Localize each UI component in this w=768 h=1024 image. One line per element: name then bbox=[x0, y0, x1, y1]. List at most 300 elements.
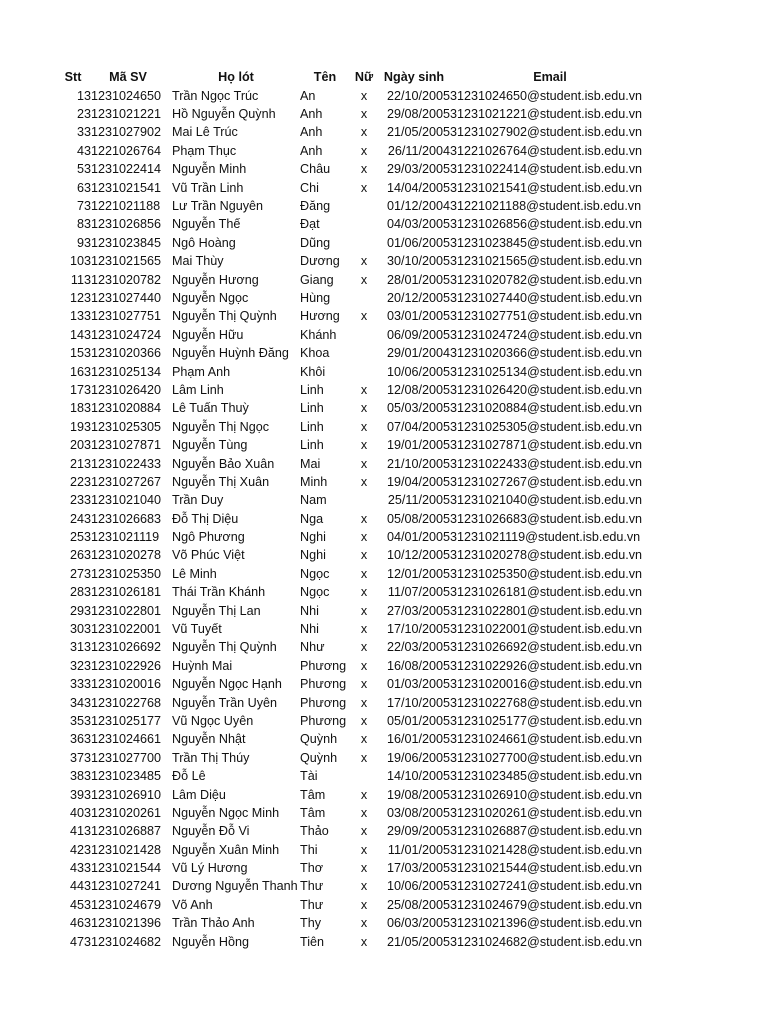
table-row bbox=[62, 565, 650, 583]
cell-ma-sv: 31231022001 bbox=[84, 622, 162, 637]
cell-ngay-sinh: 04/03/2005 bbox=[386, 217, 450, 232]
cell-ngay-sinh: 22/03/2005 bbox=[386, 640, 450, 655]
cell-ten: Quỳnh bbox=[300, 750, 338, 765]
cell-ho-lot: Nguyễn Trần Uyên bbox=[172, 695, 278, 710]
cell-nu bbox=[350, 216, 378, 234]
cell-ten: Khánh bbox=[300, 327, 337, 342]
cell-ho-lot: Vũ Ngọc Uyên bbox=[172, 713, 254, 728]
table-row bbox=[62, 620, 650, 638]
cell-stt: 14 bbox=[69, 327, 84, 342]
cell-nu bbox=[350, 234, 378, 252]
cell-stt: 19 bbox=[69, 419, 84, 434]
cell-ho-lot: Lê Tuấn Thuỳ bbox=[172, 401, 249, 416]
cell-ngay-sinh: 17/10/2005 bbox=[386, 695, 450, 710]
cell-nu: x bbox=[360, 713, 368, 728]
cell-stt: 32 bbox=[69, 658, 84, 673]
table-row bbox=[62, 344, 650, 362]
cell-nu: x bbox=[360, 585, 368, 600]
cell-email: 31231021396@student.isb.edu.vn bbox=[450, 916, 643, 931]
cell-email: 31231022768@student.isb.edu.vn bbox=[450, 695, 643, 710]
cell-ma-sv: 31231025177 bbox=[84, 713, 162, 728]
cell-nu: x bbox=[360, 732, 368, 747]
cell-ma-sv: 31231027267 bbox=[84, 474, 162, 489]
cell-email: 31231025305@student.isb.edu.vn bbox=[450, 419, 643, 434]
cell-stt: 36 bbox=[69, 732, 84, 747]
cell-stt: 33 bbox=[69, 677, 84, 692]
cell-ho-lot: Nguyễn Bảo Xuân bbox=[172, 456, 275, 471]
cell-email: 31231027751@student.isb.edu.vn bbox=[450, 309, 643, 324]
table-row bbox=[62, 804, 650, 822]
cell-stt: 28 bbox=[69, 585, 84, 600]
cell-email: 31231025134@student.isb.edu.vn bbox=[450, 364, 643, 379]
cell-nu: x bbox=[360, 897, 368, 912]
cell-ma-sv: 31231025134 bbox=[84, 364, 162, 379]
cell-email: 31231027267@student.isb.edu.vn bbox=[450, 474, 643, 489]
table-row bbox=[62, 289, 650, 307]
cell-ho-lot: Phạm Thục bbox=[172, 143, 237, 158]
cell-ten: Dũng bbox=[300, 235, 331, 250]
cell-email: 31231023485@student.isb.edu.vn bbox=[450, 769, 643, 784]
header-ngay-sinh: Ngày sinh bbox=[383, 70, 445, 84]
header-ten: Tên bbox=[313, 70, 337, 84]
cell-ho-lot: Nguyễn Hồng bbox=[172, 934, 250, 949]
cell-nu bbox=[350, 344, 378, 362]
cell-ma-sv: 31231025305 bbox=[84, 419, 162, 434]
cell-ma-sv: 31231024650 bbox=[84, 88, 162, 103]
table-row bbox=[62, 676, 650, 694]
cell-nu: x bbox=[360, 456, 368, 471]
cell-stt: 2 bbox=[76, 107, 84, 122]
cell-ho-lot: Nguyễn Xuân Minh bbox=[172, 842, 280, 857]
cell-stt: 41 bbox=[69, 824, 84, 839]
table-row bbox=[62, 915, 650, 933]
table-row bbox=[62, 124, 650, 142]
cell-ma-sv: 31231021428 bbox=[84, 842, 162, 857]
cell-ten: Ngọc bbox=[300, 585, 330, 600]
cell-ngay-sinh: 29/09/2005 bbox=[386, 824, 450, 839]
cell-ten: Nhi bbox=[300, 603, 319, 618]
cell-email: 31231020278@student.isb.edu.vn bbox=[450, 548, 643, 563]
student-roster-table bbox=[62, 68, 650, 951]
cell-ngay-sinh: 19/01/2005 bbox=[386, 438, 450, 453]
cell-email: 31231020366@student.isb.edu.vn bbox=[450, 346, 643, 361]
cell-ngay-sinh: 25/08/2005 bbox=[386, 897, 450, 912]
cell-ho-lot: Mai Thùy bbox=[172, 254, 224, 269]
table-row bbox=[62, 878, 650, 896]
cell-ma-sv: 31231021544 bbox=[84, 861, 162, 876]
cell-ngay-sinh: 28/01/2005 bbox=[386, 272, 450, 287]
cell-nu bbox=[350, 326, 378, 344]
cell-ten: Đạt bbox=[300, 217, 320, 232]
cell-nu: x bbox=[360, 805, 368, 820]
cell-ma-sv: 31231022414 bbox=[84, 162, 162, 177]
cell-email: 31231024679@student.isb.edu.vn bbox=[450, 897, 643, 912]
cell-nu: x bbox=[360, 622, 368, 637]
cell-ma-sv: 31231027902 bbox=[84, 125, 162, 140]
cell-nu: x bbox=[360, 530, 368, 545]
table-row bbox=[62, 510, 650, 528]
header-stt: Stt bbox=[64, 70, 82, 84]
cell-ho-lot: Ngô Phương bbox=[172, 530, 245, 545]
cell-email: 31221026764@student.isb.edu.vn bbox=[450, 143, 643, 158]
cell-ten: Dương bbox=[300, 254, 340, 269]
cell-ho-lot: Nguyễn Thị Xuân bbox=[172, 474, 270, 489]
cell-nu: x bbox=[360, 677, 368, 692]
cell-ma-sv: 31231026692 bbox=[84, 640, 162, 655]
cell-stt: 7 bbox=[76, 199, 84, 214]
cell-ho-lot: Nguyễn Hữu bbox=[172, 327, 244, 342]
cell-ngay-sinh: 10/12/2005 bbox=[386, 548, 450, 563]
cell-ho-lot: Nguyễn Đỗ Vi bbox=[172, 824, 250, 839]
cell-stt: 40 bbox=[69, 805, 84, 820]
cell-ma-sv: 31231026856 bbox=[84, 217, 162, 232]
table-row bbox=[62, 712, 650, 730]
cell-nu: x bbox=[360, 254, 368, 269]
cell-ho-lot: Trần Duy bbox=[172, 493, 224, 508]
cell-ten: Tâm bbox=[300, 805, 326, 820]
cell-ho-lot: Lê Minh bbox=[172, 566, 217, 581]
cell-ho-lot: Nguyễn Tùng bbox=[172, 438, 248, 453]
cell-email: 31231021119@student.isb.edu.vn bbox=[450, 530, 641, 545]
cell-stt: 24 bbox=[69, 511, 84, 526]
table-row bbox=[62, 326, 650, 344]
cell-ngay-sinh: 11/07/2005 bbox=[387, 585, 450, 600]
table-row bbox=[62, 933, 650, 951]
cell-ho-lot: Dương Nguyễn Thanh bbox=[172, 879, 298, 894]
cell-nu: x bbox=[360, 401, 368, 416]
cell-stt: 44 bbox=[69, 879, 84, 894]
cell-email: 31231023845@student.isb.edu.vn bbox=[450, 235, 643, 250]
header-nu: Nữ bbox=[354, 70, 374, 84]
cell-ho-lot: Nguyễn Ngọc bbox=[172, 290, 249, 305]
cell-ngay-sinh: 16/01/2005 bbox=[386, 732, 450, 747]
cell-email: 31231025350@student.isb.edu.vn bbox=[450, 566, 643, 581]
cell-ho-lot: Nguyễn Thị Quỳnh bbox=[172, 640, 277, 655]
cell-ma-sv: 31231027751 bbox=[84, 309, 162, 324]
cell-ten: Anh bbox=[300, 125, 323, 140]
cell-email: 31231021541@student.isb.edu.vn bbox=[450, 180, 643, 195]
cell-ma-sv: 31231022801 bbox=[84, 603, 162, 618]
cell-ten: Chi bbox=[300, 180, 319, 195]
cell-ten: Phương bbox=[300, 677, 347, 692]
cell-ten: Nghi bbox=[300, 548, 326, 563]
cell-ngay-sinh: 19/06/2005 bbox=[386, 750, 450, 765]
cell-email: 31231026692@student.isb.edu.vn bbox=[450, 640, 643, 655]
cell-ngay-sinh: 29/08/2005 bbox=[386, 107, 450, 122]
cell-ten: Ngọc bbox=[300, 566, 330, 581]
header-ho-lot: Họ lót bbox=[218, 70, 254, 84]
table-row bbox=[62, 823, 650, 841]
cell-email: 31231027700@student.isb.edu.vn bbox=[450, 750, 643, 765]
table-row bbox=[62, 639, 650, 657]
cell-ma-sv: 31231021221 bbox=[84, 107, 162, 122]
cell-nu: x bbox=[360, 143, 368, 158]
cell-ngay-sinh: 03/01/2005 bbox=[386, 309, 450, 324]
cell-ngay-sinh: 25/11/2005 bbox=[387, 493, 450, 508]
table-row bbox=[62, 363, 650, 381]
cell-ten: Đăng bbox=[300, 199, 331, 214]
table-row bbox=[62, 473, 650, 491]
cell-nu: x bbox=[360, 162, 368, 177]
cell-ma-sv: 31231027700 bbox=[84, 750, 162, 765]
cell-nu: x bbox=[360, 640, 368, 655]
cell-email: 31231025177@student.isb.edu.vn bbox=[450, 713, 643, 728]
cell-nu: x bbox=[360, 787, 368, 802]
cell-ho-lot: Trần Thảo Anh bbox=[172, 916, 255, 931]
cell-ma-sv: 31231027871 bbox=[84, 438, 162, 453]
cell-ten: Thy bbox=[300, 916, 321, 931]
cell-email: 31231022801@student.isb.edu.vn bbox=[450, 603, 643, 618]
cell-nu: x bbox=[360, 88, 368, 103]
cell-ten: Khôi bbox=[300, 364, 326, 379]
cell-stt: 27 bbox=[69, 566, 84, 581]
cell-stt: 45 bbox=[69, 897, 84, 912]
cell-email: 31231024682@student.isb.edu.vn bbox=[450, 934, 643, 949]
cell-ngay-sinh: 22/10/2005 bbox=[386, 88, 450, 103]
cell-nu: x bbox=[360, 842, 368, 857]
cell-stt: 29 bbox=[69, 603, 84, 618]
cell-ma-sv: 31231020782 bbox=[84, 272, 162, 287]
cell-email: 31231026887@student.isb.edu.vn bbox=[450, 824, 643, 839]
cell-email: 31231026910@student.isb.edu.vn bbox=[450, 787, 643, 802]
cell-ten: Nghi bbox=[300, 530, 326, 545]
cell-ma-sv: 31231022433 bbox=[84, 456, 162, 471]
cell-ho-lot: Hồ Nguyễn Quỳnh bbox=[172, 107, 276, 122]
cell-ma-sv: 31231027241 bbox=[84, 879, 162, 894]
table-row bbox=[62, 694, 650, 712]
cell-ten: Quỳnh bbox=[300, 732, 338, 747]
cell-ngay-sinh: 06/09/2005 bbox=[386, 327, 450, 342]
cell-ngay-sinh: 14/10/2005 bbox=[386, 769, 450, 784]
cell-email: 31231020261@student.isb.edu.vn bbox=[450, 805, 643, 820]
cell-ho-lot: Nguyễn Thế bbox=[172, 217, 241, 232]
cell-ngay-sinh: 10/06/2005 bbox=[386, 879, 450, 894]
cell-ten: Linh bbox=[300, 419, 324, 434]
cell-nu: x bbox=[360, 548, 368, 563]
cell-email: 31231027440@student.isb.edu.vn bbox=[450, 290, 643, 305]
roster-body bbox=[62, 87, 650, 951]
cell-ho-lot: Vũ Lý Hương bbox=[172, 861, 248, 876]
cell-ngay-sinh: 01/06/2005 bbox=[386, 235, 450, 250]
cell-ma-sv: 31231022926 bbox=[84, 658, 162, 673]
cell-stt: 4 bbox=[76, 143, 84, 158]
cell-ngay-sinh: 20/12/2005 bbox=[386, 290, 450, 305]
cell-ten: Châu bbox=[300, 162, 331, 177]
table-row bbox=[62, 767, 650, 785]
cell-stt: 34 bbox=[69, 695, 84, 710]
cell-email: 31231021221@student.isb.edu.vn bbox=[450, 107, 643, 122]
table-row bbox=[62, 381, 650, 399]
cell-stt: 8 bbox=[76, 217, 84, 232]
cell-email: 31231021565@student.isb.edu.vn bbox=[450, 254, 643, 269]
cell-ten: Minh bbox=[300, 474, 328, 489]
cell-ma-sv: 31231022768 bbox=[84, 695, 162, 710]
cell-ho-lot: Ngô Hoàng bbox=[172, 235, 236, 250]
table-row bbox=[62, 436, 650, 454]
cell-ho-lot: Lư Trần Nguyên bbox=[172, 199, 264, 214]
cell-ten: Tâm bbox=[300, 787, 326, 802]
cell-ma-sv: 31221026764 bbox=[84, 143, 162, 158]
cell-ma-sv: 31231021396 bbox=[84, 916, 162, 931]
cell-ten: Tiên bbox=[300, 934, 325, 949]
cell-ho-lot: Đỗ Thị Diệu bbox=[172, 511, 239, 526]
cell-ho-lot: Nguyễn Minh bbox=[172, 162, 247, 177]
cell-ho-lot: Mai Lê Trúc bbox=[172, 125, 238, 140]
cell-ngay-sinh: 01/12/2004 bbox=[386, 199, 450, 214]
cell-ma-sv: 31231020016 bbox=[84, 677, 162, 692]
cell-ho-lot: Võ Anh bbox=[172, 897, 213, 912]
cell-ten: Hùng bbox=[300, 290, 331, 305]
cell-email: 31231020884@student.isb.edu.vn bbox=[450, 401, 643, 416]
table-row bbox=[62, 731, 650, 749]
header-ma-sv: Mã SV bbox=[109, 70, 147, 84]
cell-email: 31231024661@student.isb.edu.vn bbox=[450, 732, 643, 747]
cell-ngay-sinh: 29/01/2004 bbox=[386, 346, 450, 361]
cell-ho-lot: Nguyễn Hương bbox=[172, 272, 259, 287]
cell-nu: x bbox=[360, 750, 368, 765]
cell-ngay-sinh: 30/10/2005 bbox=[386, 254, 450, 269]
cell-email: 31231022926@student.isb.edu.vn bbox=[450, 658, 643, 673]
cell-stt: 20 bbox=[69, 438, 84, 453]
cell-ho-lot: Phạm Anh bbox=[172, 364, 231, 379]
cell-nu bbox=[350, 363, 378, 381]
table-row bbox=[62, 786, 650, 804]
cell-stt: 3 bbox=[76, 125, 84, 140]
cell-ten: Linh bbox=[300, 401, 324, 416]
table-row bbox=[62, 308, 650, 326]
cell-stt: 18 bbox=[69, 401, 84, 416]
cell-ngay-sinh: 12/01/2005 bbox=[386, 566, 450, 581]
cell-ma-sv: 31231024724 bbox=[84, 327, 162, 342]
cell-stt: 38 bbox=[69, 769, 84, 784]
cell-stt: 43 bbox=[69, 861, 84, 876]
table-row bbox=[62, 179, 650, 197]
table-row bbox=[62, 142, 650, 160]
cell-stt: 10 bbox=[69, 254, 84, 269]
cell-ma-sv: 31231021541 bbox=[84, 180, 162, 195]
cell-ten: Anh bbox=[300, 143, 323, 158]
table-row bbox=[62, 161, 650, 179]
cell-stt: 46 bbox=[69, 916, 84, 931]
cell-nu: x bbox=[360, 438, 368, 453]
cell-email: 31231022001@student.isb.edu.vn bbox=[450, 622, 643, 637]
cell-ho-lot: Nguyễn Ngọc Hạnh bbox=[172, 677, 282, 692]
cell-ma-sv: 31221021188 bbox=[84, 199, 161, 214]
cell-ma-sv: 31231026181 bbox=[84, 585, 162, 600]
cell-stt: 26 bbox=[69, 548, 84, 563]
cell-email: 31221021188@student.isb.edu.vn bbox=[450, 199, 642, 214]
table-row bbox=[62, 657, 650, 675]
cell-ngay-sinh: 17/10/2005 bbox=[386, 622, 450, 637]
table-row bbox=[62, 253, 650, 271]
cell-ho-lot: Trần Thị Thúy bbox=[172, 750, 250, 765]
cell-ten: Thơ bbox=[300, 861, 323, 876]
cell-ngay-sinh: 19/04/2005 bbox=[386, 474, 450, 489]
cell-ten: Nhi bbox=[300, 622, 319, 637]
cell-nu: x bbox=[360, 824, 368, 839]
cell-stt: 39 bbox=[69, 787, 84, 802]
cell-ma-sv: 31231020278 bbox=[84, 548, 162, 563]
cell-ten: An bbox=[300, 88, 316, 103]
cell-ho-lot: Nguyễn Thị Lan bbox=[172, 603, 261, 618]
cell-ten: Anh bbox=[300, 107, 323, 122]
table-row bbox=[62, 87, 650, 105]
cell-ma-sv: 31231023845 bbox=[84, 235, 162, 250]
cell-ma-sv: 31231021040 bbox=[84, 493, 162, 508]
cell-email: 31231024724@student.isb.edu.vn bbox=[450, 327, 643, 342]
cell-stt: 31 bbox=[69, 640, 84, 655]
table-row bbox=[62, 271, 650, 289]
cell-ngay-sinh: 17/03/2005 bbox=[386, 861, 450, 876]
cell-ho-lot: Đỗ Lê bbox=[172, 769, 206, 784]
cell-ten: Thư bbox=[300, 897, 324, 912]
cell-stt: 47 bbox=[69, 934, 84, 949]
cell-nu: x bbox=[360, 695, 368, 710]
cell-ten: Tài bbox=[300, 769, 318, 784]
cell-ten: Phương bbox=[300, 695, 347, 710]
cell-nu: x bbox=[360, 474, 368, 489]
cell-email: 31231024650@student.isb.edu.vn bbox=[450, 88, 643, 103]
cell-stt: 17 bbox=[69, 382, 84, 397]
cell-ngay-sinh: 19/08/2005 bbox=[386, 787, 450, 802]
cell-ngay-sinh: 21/10/2005 bbox=[386, 456, 450, 471]
cell-ma-sv: 31231026420 bbox=[84, 382, 162, 397]
cell-ho-lot: Nguyễn Thị Ngọc bbox=[172, 419, 270, 434]
cell-ma-sv: 31231026683 bbox=[84, 511, 162, 526]
cell-ma-sv: 31231024679 bbox=[84, 897, 162, 912]
cell-email: 31231021544@student.isb.edu.vn bbox=[450, 861, 643, 876]
cell-ngay-sinh: 05/01/2005 bbox=[386, 713, 450, 728]
cell-nu: x bbox=[360, 566, 368, 581]
cell-email: 31231026181@student.isb.edu.vn bbox=[450, 585, 643, 600]
cell-stt: 15 bbox=[69, 346, 84, 361]
cell-stt: 6 bbox=[76, 180, 84, 195]
cell-ma-sv: 31231027440 bbox=[84, 290, 162, 305]
cell-stt: 11 bbox=[70, 272, 84, 287]
cell-ngay-sinh: 06/03/2005 bbox=[386, 916, 450, 931]
cell-nu: x bbox=[360, 861, 368, 876]
cell-stt: 1 bbox=[76, 88, 84, 103]
cell-ma-sv: 31231021565 bbox=[84, 254, 162, 269]
cell-ngay-sinh: 21/05/2005 bbox=[386, 125, 450, 140]
cell-ten: Như bbox=[300, 640, 325, 655]
cell-ma-sv: 31231020366 bbox=[84, 346, 162, 361]
table-row bbox=[62, 602, 650, 620]
cell-ten: Linh bbox=[300, 382, 324, 397]
cell-ten: Khoa bbox=[300, 346, 330, 361]
cell-ngay-sinh: 27/03/2005 bbox=[386, 603, 450, 618]
table-row bbox=[62, 400, 650, 418]
cell-ngay-sinh: 03/08/2005 bbox=[386, 805, 450, 820]
cell-stt: 30 bbox=[69, 622, 84, 637]
cell-ngay-sinh: 26/11/2004 bbox=[387, 143, 450, 158]
cell-email: 31231026683@student.isb.edu.vn bbox=[450, 511, 643, 526]
cell-stt: 5 bbox=[76, 162, 84, 177]
cell-ngay-sinh: 01/03/2005 bbox=[386, 677, 450, 692]
cell-nu: x bbox=[360, 107, 368, 122]
cell-email: 31231026856@student.isb.edu.vn bbox=[450, 217, 643, 232]
cell-ma-sv: 31231026887 bbox=[84, 824, 162, 839]
table-row bbox=[62, 584, 650, 602]
cell-nu: x bbox=[360, 382, 368, 397]
cell-ho-lot: Nguyễn Huỳnh Đăng bbox=[172, 346, 289, 361]
cell-nu: x bbox=[360, 419, 368, 434]
cell-ngay-sinh: 04/01/2005 bbox=[386, 530, 450, 545]
table-row bbox=[62, 455, 650, 473]
cell-ma-sv: 31231025350 bbox=[84, 566, 162, 581]
cell-ho-lot: Lâm Linh bbox=[172, 382, 224, 397]
cell-nu: x bbox=[360, 934, 368, 949]
